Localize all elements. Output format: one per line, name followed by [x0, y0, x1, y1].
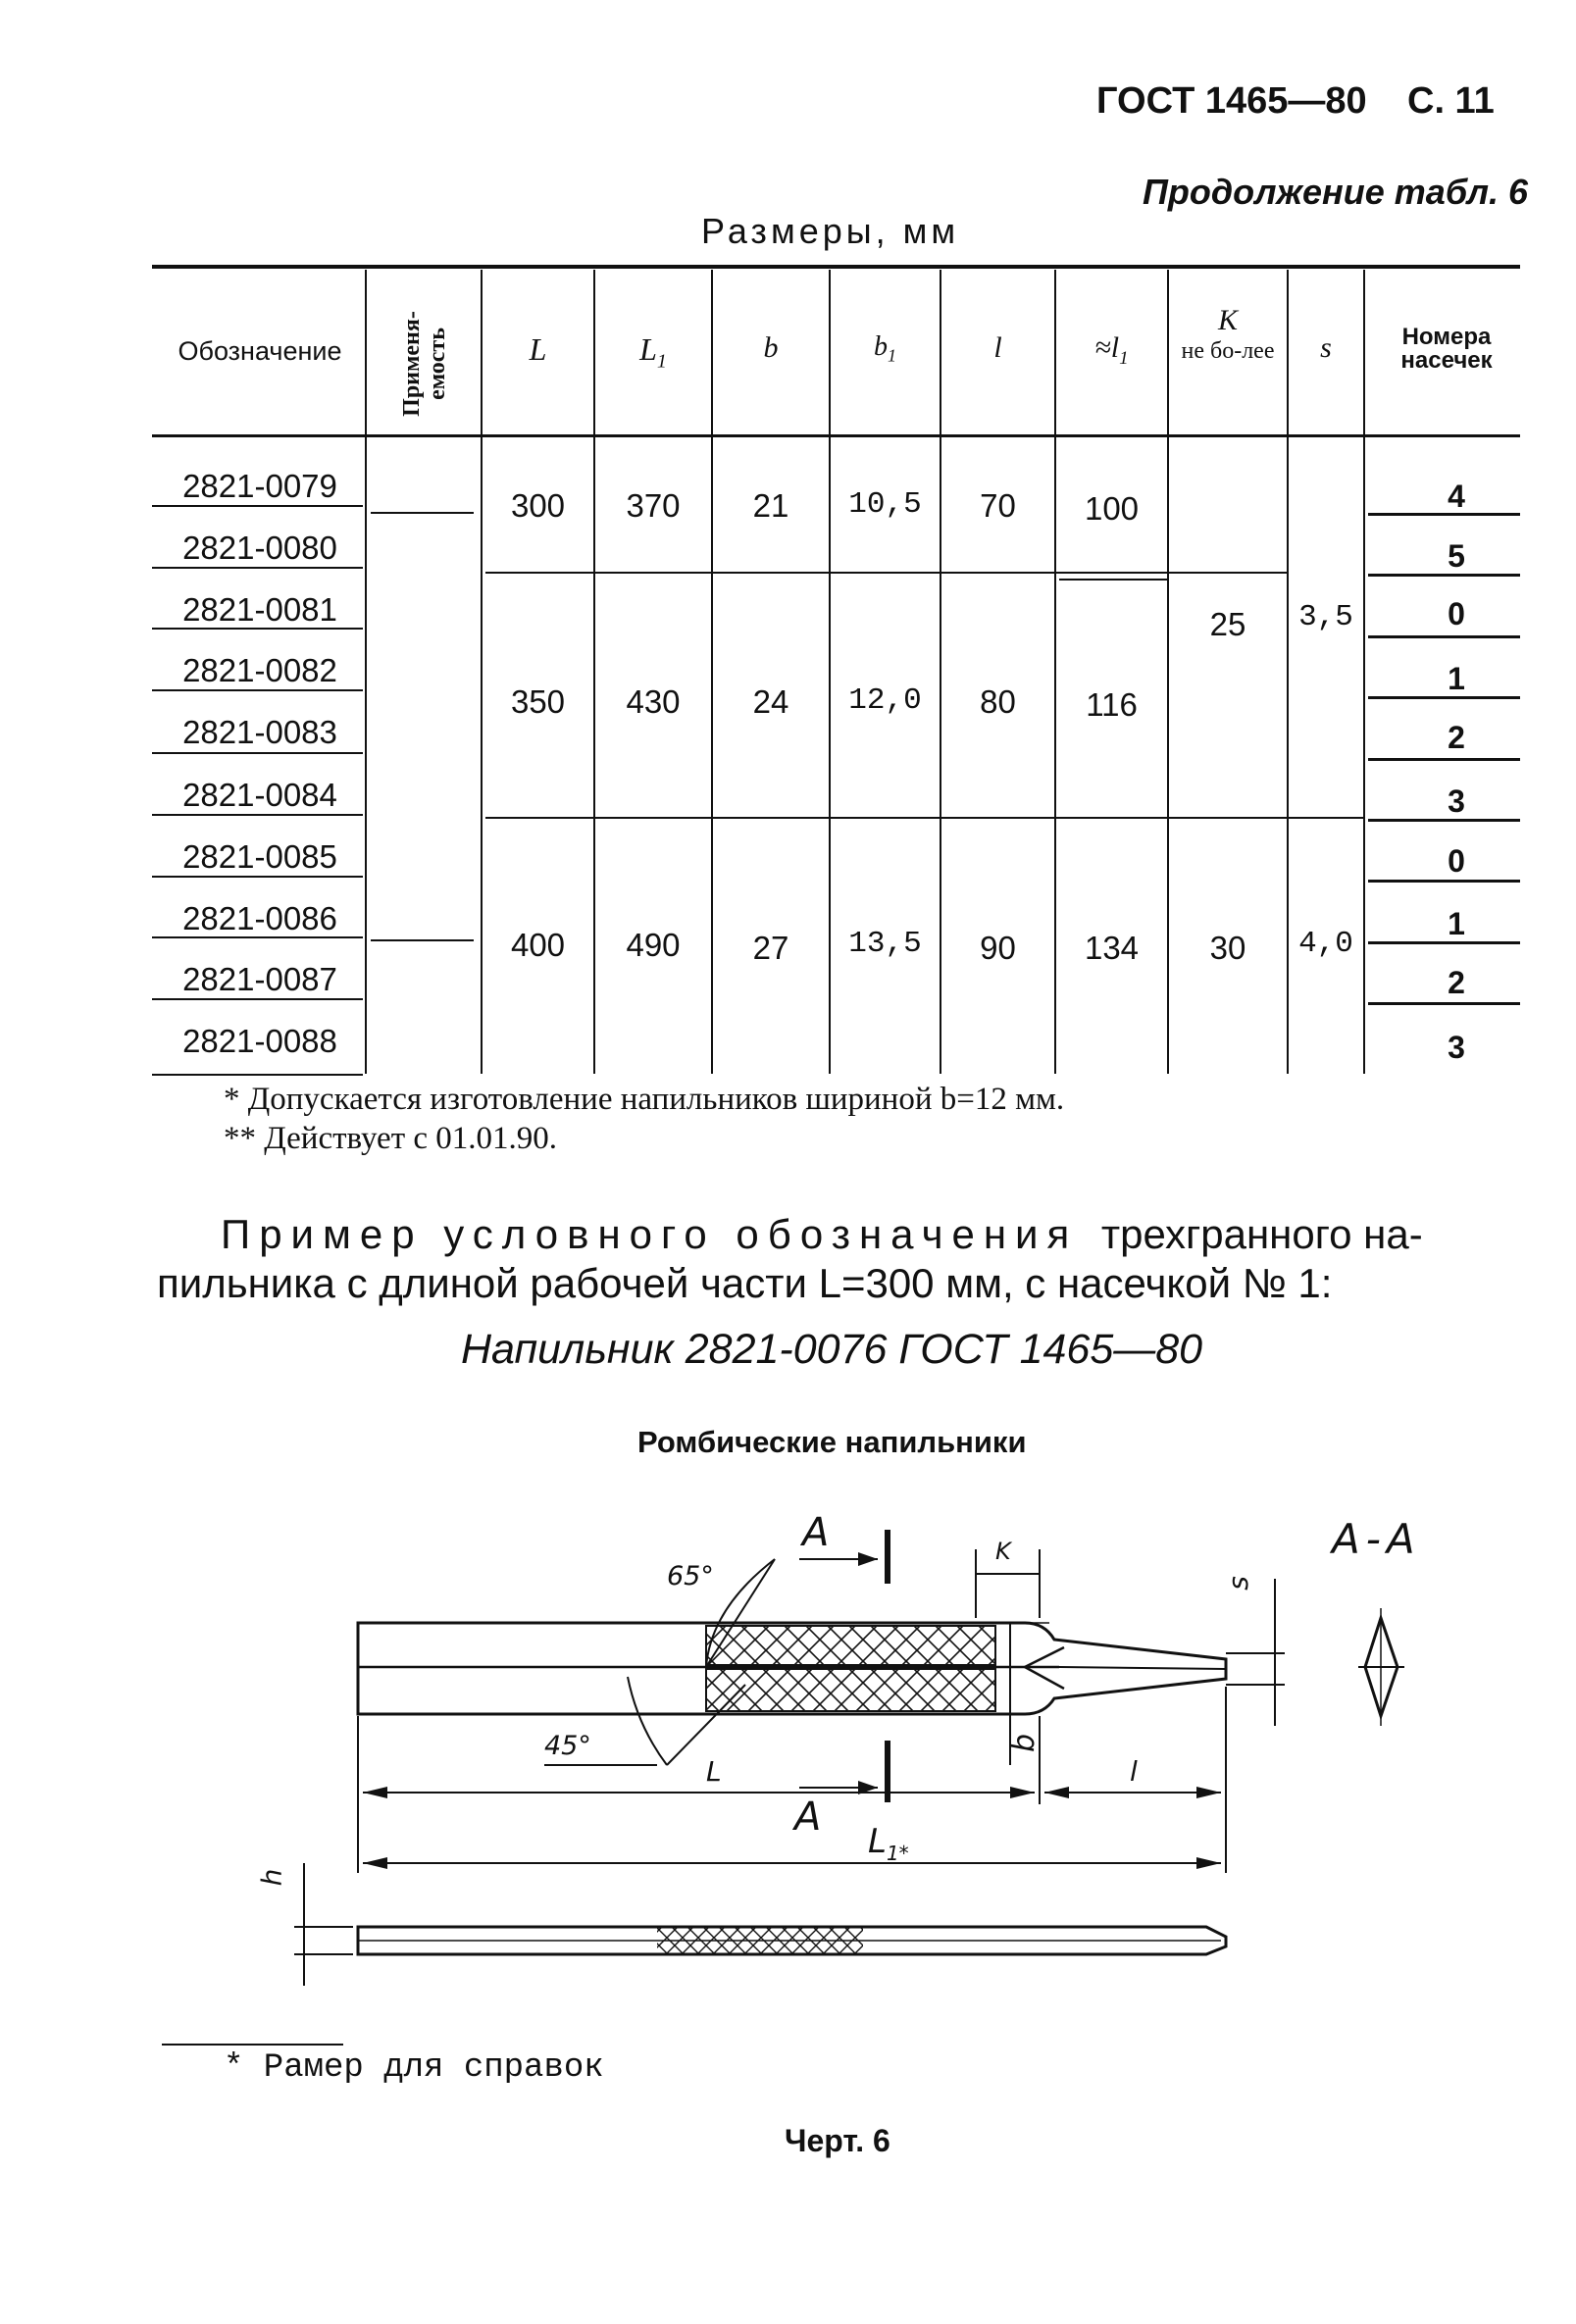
- col-l: l: [993, 331, 1002, 364]
- table-row-code: 2821-0088: [182, 1023, 337, 1059]
- cell-b: 27: [752, 930, 789, 966]
- footnote-width: * Допускается изготовление напильников шириной b=12 мм.: [224, 1082, 1065, 1117]
- label-h: h: [255, 1868, 288, 1887]
- figure-footnote: * Рамер для справок: [224, 2049, 604, 2087]
- figure-title: Ромбические напильники: [637, 1425, 1027, 1459]
- col-l1-symbol: ≈l: [1094, 331, 1120, 364]
- cell-L: 400: [510, 927, 566, 963]
- cell-cut-number: 3: [1448, 783, 1465, 819]
- example-rest: трехгранного на-: [1100, 1211, 1423, 1257]
- col-cut-numbers: Номера насечек: [1400, 324, 1493, 374]
- col-b1-sub: 1: [888, 345, 896, 366]
- col-b1-symbol: b: [874, 331, 888, 362]
- table-row-code: 2821-0081: [182, 591, 337, 628]
- cell-l: 80: [980, 683, 1016, 720]
- col-K-note: не бо-лее: [1181, 338, 1275, 364]
- footnote-effective-date: ** Действует с 01.01.90.: [224, 1121, 558, 1156]
- table-row-code: 2821-0087: [182, 961, 337, 997]
- cell-l1: 100: [1084, 490, 1140, 527]
- col-s: s: [1320, 331, 1332, 364]
- cell-s: 3,5: [1298, 600, 1353, 634]
- cell-cut-number: 1: [1448, 906, 1465, 941]
- table-row-code: 2821-0086: [182, 900, 337, 936]
- cell-cut-number: 0: [1448, 596, 1465, 632]
- cut-area-lower: [706, 1669, 995, 1711]
- cell-b1: 10,5: [848, 487, 922, 522]
- col-designation: Обозначение: [178, 336, 342, 366]
- side-cut-area: [657, 1928, 863, 1953]
- cell-b: 21: [752, 487, 789, 524]
- cell-l1: 116: [1086, 686, 1138, 723]
- label-angle-45: 45°: [544, 1731, 591, 1761]
- label-s: s: [1221, 1576, 1254, 1591]
- table-row-code: 2821-0085: [182, 838, 337, 875]
- cell-L1: 490: [626, 927, 681, 963]
- cell-l: 70: [980, 487, 1016, 524]
- col-L1-sub: 1: [656, 350, 667, 373]
- label-section-A-A: A-A: [1332, 1515, 1421, 1563]
- cell-cut-number: 3: [1448, 1030, 1465, 1065]
- cell-K: 30: [1209, 930, 1246, 966]
- cell-L: 350: [510, 683, 566, 720]
- label-K: K: [995, 1538, 1011, 1565]
- cell-L: 300: [510, 487, 566, 524]
- label-section-A-bottom: A: [794, 1794, 822, 1840]
- table-row-code: 2821-0079: [182, 468, 337, 504]
- label-angle-65: 65°: [667, 1561, 714, 1591]
- standard-number: ГОСТ 1465—80: [1096, 80, 1367, 122]
- example-line-2: пильника с длиной рабочей части L=300 мм, с насечкой № 1:: [157, 1260, 1333, 1306]
- label-L1-symbol: L: [868, 1822, 887, 1861]
- label-b: b: [1007, 1733, 1042, 1753]
- cell-cut-number: 1: [1448, 661, 1465, 696]
- cell-L1: 370: [626, 487, 681, 524]
- table-row-code: 2821-0082: [182, 652, 337, 688]
- col-b: b: [763, 331, 779, 364]
- cell-s: 4,0: [1298, 927, 1353, 961]
- col-K: K: [1217, 304, 1238, 336]
- figure-caption: Черт. 6: [785, 2123, 890, 2158]
- cell-b1: 12,0: [848, 683, 922, 718]
- table-continuation: Продолжение табл. 6: [1143, 172, 1529, 212]
- col-applicability: Применя-емость: [399, 311, 450, 417]
- cell-cut-number: 0: [1448, 843, 1465, 879]
- example-designation: Напильник 2821-0076 ГОСТ 1465—80: [461, 1326, 1203, 1373]
- cell-l: 90: [980, 930, 1016, 966]
- cell-l1: 134: [1084, 930, 1140, 966]
- cut-area-upper: [706, 1626, 995, 1665]
- col-l1-sub: 1: [1119, 348, 1129, 369]
- cell-b1: 13,5: [848, 927, 922, 961]
- label-L1-mark: 1*: [886, 1841, 909, 1865]
- page-number: С. 11: [1407, 80, 1495, 122]
- cell-cut-number: 5: [1448, 538, 1465, 574]
- label-l: l: [1130, 1755, 1138, 1788]
- col-L1-symbol: L: [639, 331, 657, 367]
- cell-L1: 430: [626, 683, 681, 720]
- table-row-code: 2821-0083: [182, 714, 337, 750]
- table-caption: Размеры, мм: [701, 211, 960, 251]
- example-lead: Пример условного обозначения: [221, 1211, 1079, 1257]
- label-L: L: [706, 1755, 722, 1788]
- table-row-code: 2821-0084: [182, 777, 337, 813]
- table-row-code: 2821-0080: [182, 530, 337, 566]
- col-L: L: [529, 331, 547, 367]
- cell-cut-number: 2: [1448, 965, 1465, 1000]
- label-section-A-top: A: [802, 1510, 830, 1555]
- cell-cut-number: 2: [1448, 720, 1465, 755]
- label-L1: [868, 1822, 909, 1865]
- cell-cut-number: 4: [1448, 479, 1465, 514]
- section-a-a: [1358, 1608, 1404, 1726]
- cell-b: 24: [752, 683, 789, 720]
- cell-K: 25: [1209, 606, 1246, 642]
